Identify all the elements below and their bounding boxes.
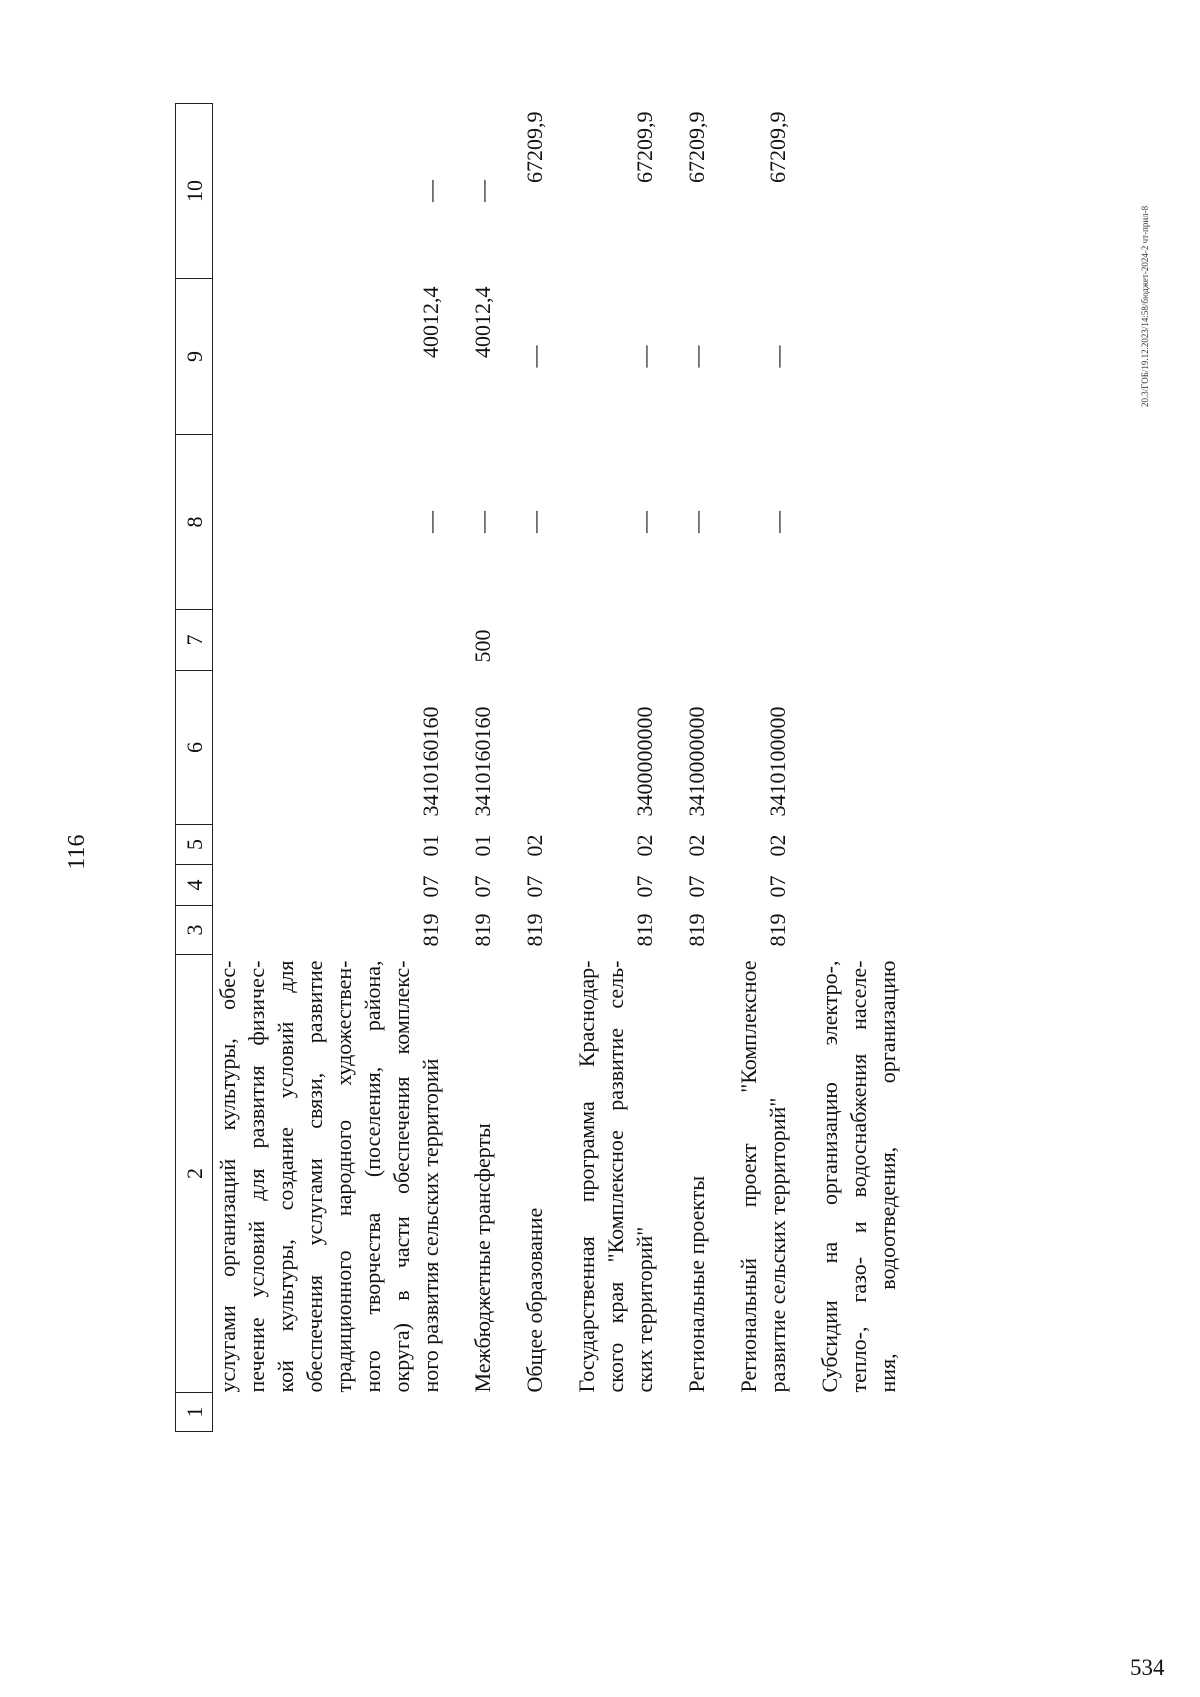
cell-admin-code: 819 <box>418 913 443 947</box>
row-description: Субсидии на организацию электро-, тепло-, газо- и водоснабжения населе- ния, водоотведения, организацию <box>817 960 900 1393</box>
cell-section: 07 <box>418 875 443 898</box>
row-description: услугами организаций культуры, обес- печение условий для развития физичес- кой культуры, создание условий для обеспечения услугами связи, развитие традиционного народного художествен- ного творчества (поселения, района, округа) в части обеспечения комплекс- ного развития сельских территорий <box>215 960 443 1393</box>
cell-section: 07 <box>632 875 657 898</box>
cell-amount-1: — <box>470 511 495 533</box>
cell-amount-2: 40012,4 <box>418 286 443 358</box>
cell-section: 07 <box>470 875 495 898</box>
cell-expense-type <box>549 610 659 671</box>
cell-amount-3: — <box>470 180 495 202</box>
cell-target-article: 3410160160 <box>470 706 495 817</box>
cell-target-article: 3410160160 <box>418 706 443 817</box>
cell-amount-3: 67209,9 <box>632 111 657 183</box>
column-header: 1 <box>176 1393 213 1432</box>
row-description: Общее образование <box>522 1207 547 1393</box>
cell-admin-code: 819 <box>632 913 657 947</box>
cell-expense-type <box>659 610 711 671</box>
column-header: 9 <box>176 279 213 435</box>
cell-expense-type: 500 <box>470 629 495 663</box>
row-description: Межбюджетные трансферты <box>470 1123 495 1393</box>
column-header: 5 <box>176 825 213 865</box>
cell-expense-type <box>497 610 549 671</box>
cell-target-article: 3410100000 <box>765 706 790 817</box>
cell-amount-2: — <box>522 345 547 368</box>
cell-subsection: 02 <box>522 834 547 857</box>
cell-amount-1: — <box>684 511 709 533</box>
cell-amount-2: — <box>632 345 657 368</box>
column-header: 8 <box>176 435 213 610</box>
column-header: 10 <box>176 104 213 279</box>
cell-amount-3: 67209,9 <box>522 111 547 183</box>
column-header: 2 <box>176 955 213 1393</box>
row-description: Региональные проекты <box>684 1175 709 1393</box>
sheet-number: 534 <box>1130 1655 1165 1680</box>
table-row <box>445 104 497 1432</box>
cell-section: 07 <box>522 875 547 898</box>
cell-target-article: 3400000000 <box>632 706 657 817</box>
document-stamp: 20.3/ГОБ/19.12.2023/14:58/бюджет-2024-2 чт-прил-8 <box>1140 205 1150 407</box>
table-row <box>792 104 902 1432</box>
cell-admin-code: 819 <box>765 913 790 947</box>
table-row <box>659 104 711 1432</box>
cell-amount-1: — <box>418 511 443 533</box>
budget-table <box>175 103 902 1432</box>
cell-amount-2: 40012,4 <box>470 286 495 358</box>
column-header: 3 <box>176 906 213 955</box>
cell-subsection: 02 <box>765 834 790 857</box>
cell-amount-2: — <box>684 345 709 368</box>
cell-amount-3: 67209,9 <box>684 111 709 183</box>
cell-amount-3: 67209,9 <box>765 111 790 183</box>
cell-section: 07 <box>765 875 790 898</box>
table-row <box>549 104 659 1432</box>
cell-amount-1: — <box>632 511 657 533</box>
cell-section: 07 <box>684 875 709 898</box>
cell-subsection: 02 <box>632 834 657 857</box>
cell-admin-code: 819 <box>470 913 495 947</box>
cell-amount-1: — <box>765 511 790 533</box>
cell-target-article <box>497 671 549 825</box>
cell-subsection: 01 <box>470 834 495 857</box>
table-row <box>711 104 792 1432</box>
row-description: Региональный проект "Комплексное развитие сельских территорий" <box>736 960 790 1393</box>
cell-subsection: 01 <box>418 834 443 857</box>
table-row <box>497 104 549 1432</box>
column-header: 7 <box>176 610 213 671</box>
cell-admin-code: 819 <box>522 913 547 947</box>
column-header: 4 <box>176 865 213 906</box>
row-description: Государственная программа Краснодар- ского края "Комплексное развитие сель- ских территорий" <box>574 960 657 1393</box>
cell-subsection: 02 <box>684 834 709 857</box>
cell-target-article: 3410000000 <box>684 706 709 817</box>
table-row <box>213 104 446 1432</box>
cell-expense-type <box>213 610 446 671</box>
cell-expense-type <box>711 610 792 671</box>
cell-amount-1: — <box>522 511 547 533</box>
cell-amount-2: — <box>765 345 790 368</box>
cell-admin-code: 819 <box>684 913 709 947</box>
page-number: 116 <box>64 834 90 870</box>
column-header: 6 <box>176 671 213 825</box>
table-header-row <box>176 104 213 1432</box>
cell-amount-3: — <box>418 180 443 202</box>
